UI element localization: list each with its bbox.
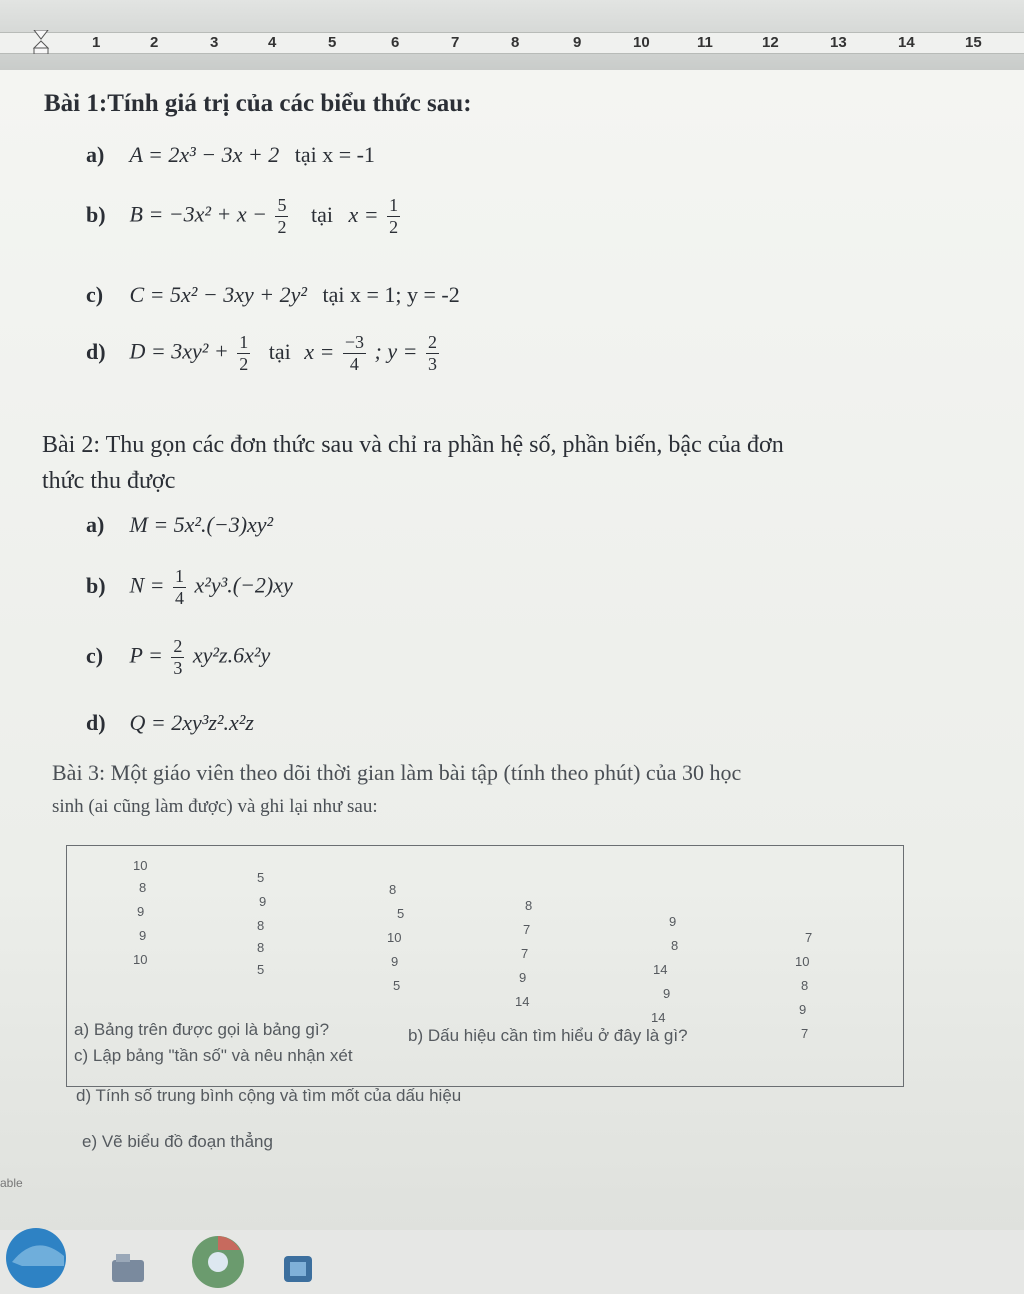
question-c: c) Lập bảng "tần số" và nêu nhận xét (74, 1046, 353, 1065)
numerator: 5 (277, 195, 287, 215)
table-cell: 8 (801, 978, 809, 993)
variable: x = (348, 201, 379, 227)
bai2-item-a (86, 512, 273, 538)
ruler-tick: 11 (697, 34, 713, 51)
document-page[interactable] (0, 70, 1024, 1230)
expression: A = 2x³ − 3x + 2 (129, 142, 280, 167)
tai-word: tại (310, 201, 333, 227)
item-label: a) (86, 512, 105, 537)
ruler-tick: 8 (511, 34, 520, 51)
table-cell: 9 (663, 986, 671, 1001)
numerator: 1 (389, 195, 399, 215)
question-a: a) Bảng trên được gọi là bảng gì? (74, 1020, 330, 1039)
table-cell: 14 (515, 994, 530, 1009)
denominator: 4 (175, 588, 185, 608)
expression: M = 5x².(−3)xy² (129, 512, 274, 537)
item-label: b) (86, 201, 106, 227)
bai1-item-d (86, 332, 442, 375)
item-label: c) (86, 642, 104, 668)
bai2-line1 (42, 432, 784, 459)
table-cell: 8 (525, 898, 533, 913)
table-cell: 9 (137, 904, 145, 919)
ruler-tick: 10 (633, 34, 650, 51)
table-cell: 8 (257, 918, 265, 933)
numerator: 2 (173, 636, 183, 656)
table-cell: 5 (397, 906, 405, 921)
variable: x = (304, 338, 335, 364)
tai-word: tại (268, 338, 291, 364)
table-cell: 8 (139, 880, 147, 895)
ruler-tick: 3 (210, 34, 219, 51)
ruler-tick: 15 (965, 34, 982, 51)
fraction (275, 195, 288, 238)
bai1-item-c (86, 282, 460, 308)
taskbar (0, 1230, 1024, 1294)
bai2-item-b (86, 566, 293, 609)
question-e: e) Vẽ biểu đồ đoạn thẳng (82, 1132, 273, 1151)
table-cell: 14 (651, 1010, 666, 1025)
condition: tại x = 1; y = -2 (322, 282, 460, 307)
table-cell: 10 (133, 858, 148, 873)
fraction (343, 332, 366, 375)
ruler-tick: 2 (150, 34, 159, 51)
expression-tail: xy²z.6x²y (192, 642, 271, 668)
bai2-item-c (86, 636, 270, 679)
table-cell: 9 (391, 954, 399, 969)
expression: Q = 2xy³z².x²z (129, 710, 254, 735)
ruler-tick: 13 (830, 34, 847, 51)
table-cell: 9 (669, 914, 677, 929)
denominator: 3 (173, 658, 183, 678)
denominator: 2 (239, 354, 249, 374)
ruler-tick: 12 (762, 34, 779, 51)
file-explorer-icon[interactable] (108, 1246, 148, 1286)
fraction (171, 636, 184, 679)
bai3-line2: sinh (ai cũng làm được) và ghi lại như sau: (52, 796, 378, 817)
table-cell: 10 (387, 930, 402, 945)
table-cell: 8 (671, 938, 679, 953)
separator: ; y = (374, 338, 418, 364)
item-label: d) (86, 710, 106, 735)
bai3-line1: Bài 3: Một giáo viên theo dõi thời gian làm bài tập (tính theo phút) của 30 học (52, 760, 742, 785)
ruler-tick: 1 (92, 34, 101, 51)
item-label: b) (86, 572, 106, 598)
browser-icon[interactable] (2, 1222, 74, 1294)
bai1-item-b (86, 195, 403, 238)
table-cell: 7 (523, 922, 531, 937)
table-cell: 7 (521, 946, 529, 961)
denominator: 2 (277, 217, 287, 237)
numerator: 2 (427, 332, 437, 352)
expression: D = 3xy² + (129, 338, 229, 364)
table-cell: 9 (259, 894, 267, 909)
question-d: d) Tính số trung bình cộng và tìm mốt của dấu hiệu (76, 1086, 462, 1105)
fraction (237, 332, 250, 375)
bai2-line2: thức thu được (42, 468, 176, 494)
question-b: b) Dấu hiệu cần tìm hiểu ở đây là gì? (408, 1026, 688, 1045)
table-cell: 7 (805, 930, 813, 945)
expression: C = 5x² − 3xy + 2y² (129, 282, 307, 307)
chrome-icon[interactable] (188, 1232, 248, 1292)
table-cell: 5 (257, 870, 265, 885)
ruler-tick: 9 (573, 34, 582, 51)
ruler-strip (0, 32, 1024, 54)
table-cell: 14 (653, 962, 668, 977)
horizontal-ruler (0, 0, 1024, 71)
denominator: 4 (349, 354, 359, 374)
item-label: c) (86, 282, 104, 307)
table-cell: 10 (795, 954, 810, 969)
fraction (426, 332, 439, 375)
fraction (387, 195, 400, 238)
table-cell: 8 (257, 940, 265, 955)
ruler-tick: 6 (391, 34, 400, 51)
table-cell: 10 (133, 952, 148, 967)
table-cell: 5 (393, 978, 401, 993)
bai2-text: Bài 2: Thu gọn các đơn thức sau và chỉ ra phần hệ số, phần biến, bậc của đơn (42, 432, 784, 458)
numerator: −3 (344, 332, 364, 352)
table-cell: 5 (257, 962, 265, 977)
bai1-title: Bài 1:Tính giá trị của các biểu thức sau: (44, 90, 472, 117)
table-cell: 9 (799, 1002, 807, 1017)
expression-tail: x²y³.(−2)xy (194, 572, 293, 598)
condition: tại x = -1 (294, 142, 375, 167)
expression: P = (129, 642, 163, 668)
ruler-tick: 5 (328, 34, 337, 51)
item-label: a) (86, 142, 105, 167)
numerator: 1 (175, 566, 185, 586)
bai1-item-a (86, 142, 375, 168)
fraction (173, 566, 186, 609)
ruler-tick: 4 (268, 34, 277, 51)
table-cell: 7 (801, 1026, 809, 1041)
footer-text: able (0, 1176, 23, 1190)
numerator: 1 (239, 332, 249, 352)
ruler-tick: 7 (451, 34, 460, 51)
table-cell: 8 (389, 882, 397, 897)
denominator: 2 (389, 217, 399, 237)
indent-marker-icon[interactable] (32, 30, 50, 54)
table-cell: 9 (139, 928, 147, 943)
ruler-tick: 14 (898, 34, 915, 51)
bai2-item-d (86, 710, 254, 736)
expression: N = (129, 572, 165, 598)
item-label: d) (86, 338, 106, 364)
store-icon[interactable] (278, 1246, 318, 1286)
table-cell: 9 (519, 970, 527, 985)
denominator: 3 (427, 354, 437, 374)
expression: B = −3x² + x − (129, 201, 267, 227)
